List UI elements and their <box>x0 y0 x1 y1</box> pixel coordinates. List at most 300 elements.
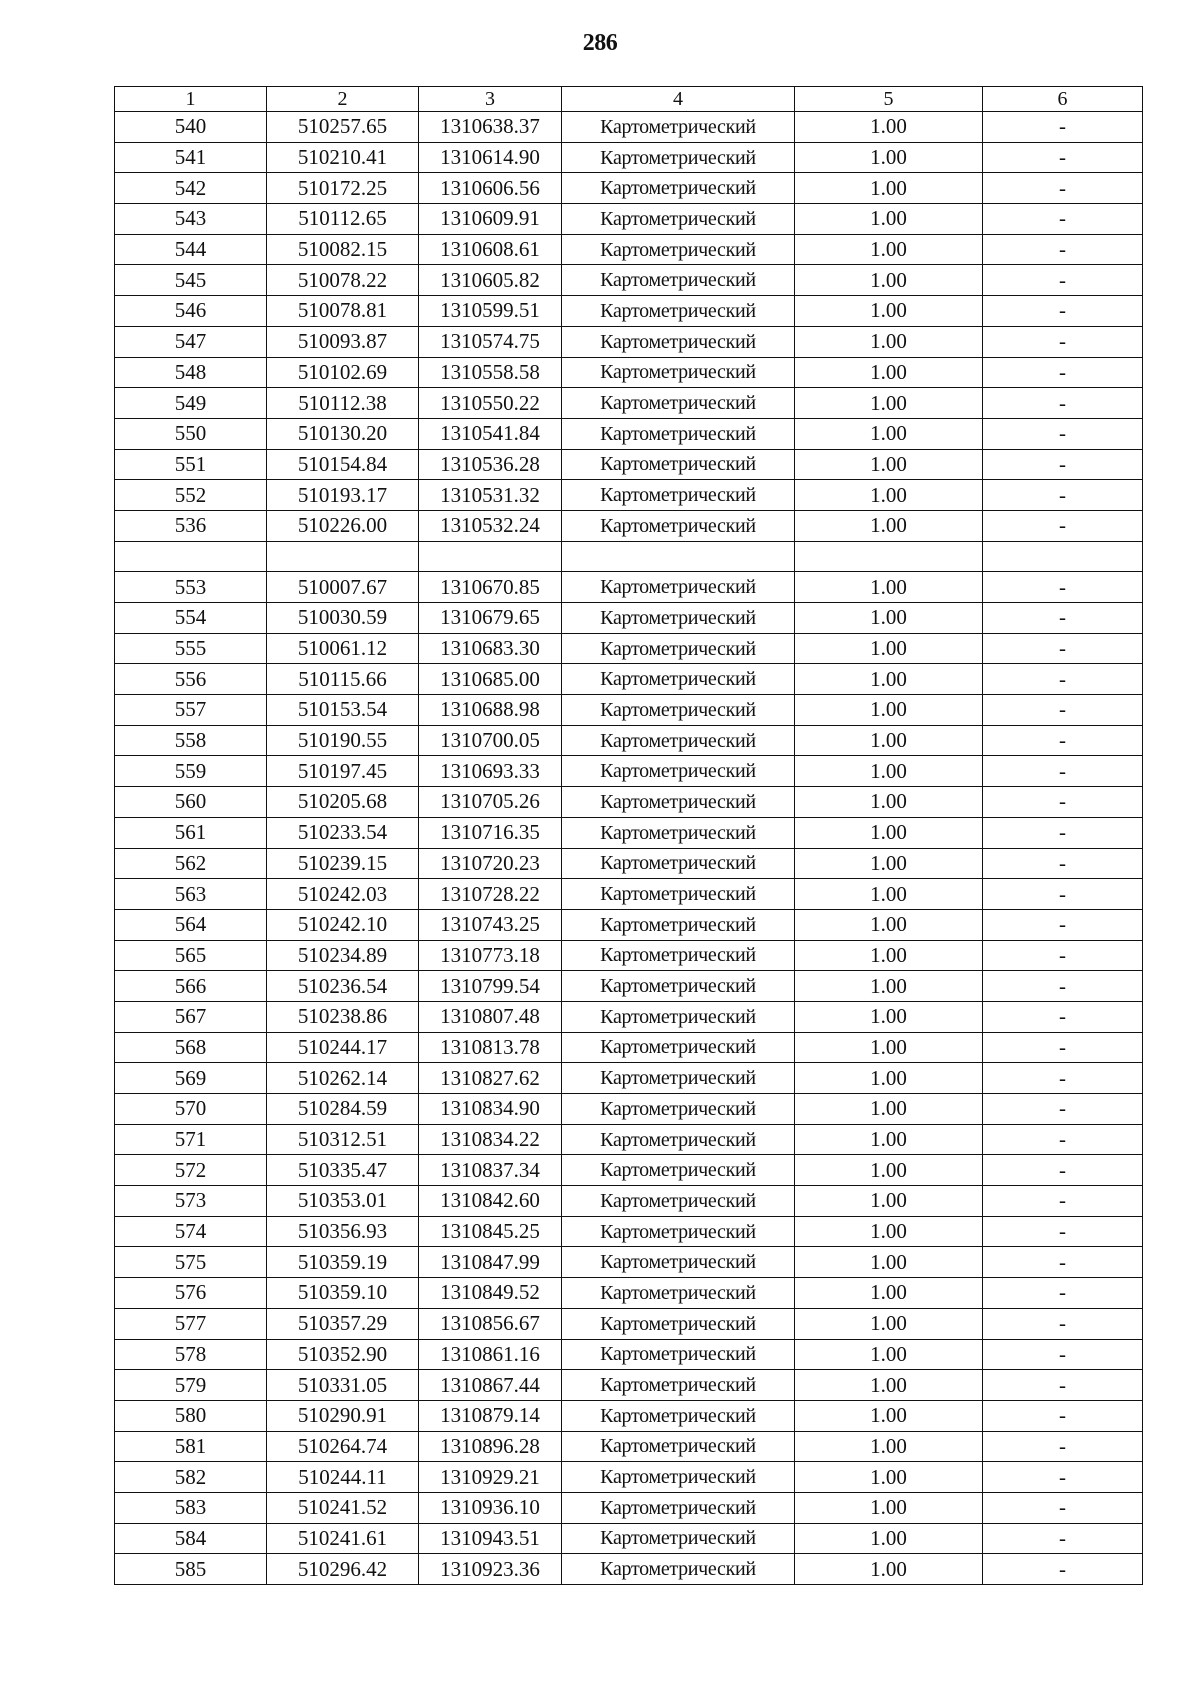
point-number-cell: 536 <box>115 510 267 541</box>
method-cell: Картометрический <box>562 1492 795 1523</box>
x-coordinate-cell: 510331.05 <box>267 1370 419 1401</box>
table-row <box>115 1094 1143 1125</box>
x-coordinate-cell: 510153.54 <box>267 695 419 726</box>
method-cell: Картометрический <box>562 480 795 511</box>
y-coordinate-cell: 1310728.22 <box>419 879 562 910</box>
point-number-cell: 571 <box>115 1124 267 1155</box>
method-cell: Картометрический <box>562 357 795 388</box>
y-coordinate-cell: 1310856.67 <box>419 1308 562 1339</box>
accuracy-cell: 1.00 <box>795 633 983 664</box>
point-number-cell: 554 <box>115 603 267 634</box>
y-coordinate-cell: 1310705.26 <box>419 787 562 818</box>
note-cell: - <box>983 204 1143 235</box>
y-coordinate-cell: 1310716.35 <box>419 817 562 848</box>
accuracy-cell: 1.00 <box>795 1554 983 1585</box>
note-cell: - <box>983 1001 1143 1032</box>
note-cell: - <box>983 1339 1143 1370</box>
point-number-cell: 548 <box>115 357 267 388</box>
x-coordinate-cell: 510353.01 <box>267 1186 419 1217</box>
method-cell: Картометрический <box>562 633 795 664</box>
table-row <box>115 1400 1143 1431</box>
note-cell: - <box>983 1124 1143 1155</box>
x-coordinate-cell: 510241.61 <box>267 1523 419 1554</box>
point-number-cell: 570 <box>115 1094 267 1125</box>
note-cell: - <box>983 1523 1143 1554</box>
accuracy-cell: 1.00 <box>795 1155 983 1186</box>
accuracy-cell: 1.00 <box>795 204 983 235</box>
method-cell <box>562 541 795 572</box>
accuracy-cell: 1.00 <box>795 1063 983 1094</box>
x-coordinate-cell: 510359.19 <box>267 1247 419 1278</box>
header-col-4: 4 <box>562 87 795 112</box>
note-cell: - <box>983 173 1143 204</box>
accuracy-cell: 1.00 <box>795 112 983 143</box>
accuracy-cell: 1.00 <box>795 480 983 511</box>
method-cell: Картометрический <box>562 1308 795 1339</box>
y-coordinate-cell: 1310743.25 <box>419 909 562 940</box>
y-coordinate-cell: 1310638.37 <box>419 112 562 143</box>
note-cell: - <box>983 142 1143 173</box>
note-cell: - <box>983 1032 1143 1063</box>
y-coordinate-cell: 1310861.16 <box>419 1339 562 1370</box>
note-cell: - <box>983 725 1143 756</box>
table-row <box>115 1370 1143 1401</box>
table-row <box>115 418 1143 449</box>
y-coordinate-cell: 1310943.51 <box>419 1523 562 1554</box>
note-cell: - <box>983 510 1143 541</box>
accuracy-cell: 1.00 <box>795 173 983 204</box>
method-cell: Картометрический <box>562 418 795 449</box>
point-number-cell: 577 <box>115 1308 267 1339</box>
y-coordinate-cell: 1310827.62 <box>419 1063 562 1094</box>
table-row <box>115 204 1143 235</box>
point-number-cell: 551 <box>115 449 267 480</box>
note-cell: - <box>983 817 1143 848</box>
table-row <box>115 848 1143 879</box>
header-col-3: 3 <box>419 87 562 112</box>
point-number-cell: 557 <box>115 695 267 726</box>
header-col-1: 1 <box>115 87 267 112</box>
accuracy-cell: 1.00 <box>795 1001 983 1032</box>
x-coordinate-cell: 510357.29 <box>267 1308 419 1339</box>
table-row <box>115 510 1143 541</box>
method-cell: Картометрический <box>562 603 795 634</box>
note-cell: - <box>983 1247 1143 1278</box>
method-cell: Картометрический <box>562 1400 795 1431</box>
note-cell: - <box>983 1155 1143 1186</box>
method-cell: Картометрический <box>562 848 795 879</box>
y-coordinate-cell: 1310867.44 <box>419 1370 562 1401</box>
y-coordinate-cell: 1310720.23 <box>419 848 562 879</box>
x-coordinate-cell: 510238.86 <box>267 1001 419 1032</box>
x-coordinate-cell: 510078.22 <box>267 265 419 296</box>
table-row <box>115 756 1143 787</box>
x-coordinate-cell: 510172.25 <box>267 173 419 204</box>
x-coordinate-cell: 510242.10 <box>267 909 419 940</box>
table-body <box>115 112 1143 1585</box>
point-number-cell: 540 <box>115 112 267 143</box>
x-coordinate-cell: 510061.12 <box>267 633 419 664</box>
y-coordinate-cell: 1310700.05 <box>419 725 562 756</box>
x-coordinate-cell: 510102.69 <box>267 357 419 388</box>
x-coordinate-cell: 510197.45 <box>267 756 419 787</box>
y-coordinate-cell: 1310845.25 <box>419 1216 562 1247</box>
method-cell: Картометрический <box>562 1094 795 1125</box>
method-cell: Картометрический <box>562 817 795 848</box>
accuracy-cell: 1.00 <box>795 1094 983 1125</box>
table-row <box>115 572 1143 603</box>
accuracy-cell: 1.00 <box>795 909 983 940</box>
x-coordinate-cell: 510233.54 <box>267 817 419 848</box>
method-cell: Картометрический <box>562 326 795 357</box>
method-cell: Картометрический <box>562 296 795 327</box>
accuracy-cell: 1.00 <box>795 449 983 480</box>
method-cell: Картометрический <box>562 1216 795 1247</box>
point-number-cell: 574 <box>115 1216 267 1247</box>
header-col-5: 5 <box>795 87 983 112</box>
method-cell: Картометрический <box>562 1339 795 1370</box>
table-row <box>115 1247 1143 1278</box>
x-coordinate-cell: 510154.84 <box>267 449 419 480</box>
point-number-cell: 552 <box>115 480 267 511</box>
note-cell: - <box>983 1492 1143 1523</box>
method-cell: Картометрический <box>562 940 795 971</box>
accuracy-cell <box>795 541 983 572</box>
x-coordinate-cell: 510115.66 <box>267 664 419 695</box>
method-cell: Картометрический <box>562 1554 795 1585</box>
table-row <box>115 725 1143 756</box>
accuracy-cell: 1.00 <box>795 817 983 848</box>
point-number-cell: 573 <box>115 1186 267 1217</box>
note-cell: - <box>983 1462 1143 1493</box>
method-cell: Картометрический <box>562 1032 795 1063</box>
accuracy-cell: 1.00 <box>795 510 983 541</box>
method-cell: Картометрический <box>562 265 795 296</box>
method-cell: Картометрический <box>562 572 795 603</box>
method-cell: Картометрический <box>562 1001 795 1032</box>
table-row <box>115 142 1143 173</box>
x-coordinate-cell: 510093.87 <box>267 326 419 357</box>
y-coordinate-cell: 1310688.98 <box>419 695 562 726</box>
y-coordinate-cell: 1310599.51 <box>419 296 562 327</box>
table-row <box>115 603 1143 634</box>
y-coordinate-cell: 1310541.84 <box>419 418 562 449</box>
table-row <box>115 388 1143 419</box>
method-cell: Картометрический <box>562 725 795 756</box>
point-number-cell: 545 <box>115 265 267 296</box>
table-row <box>115 695 1143 726</box>
x-coordinate-cell: 510078.81 <box>267 296 419 327</box>
y-coordinate-cell: 1310606.56 <box>419 173 562 204</box>
point-number-cell: 584 <box>115 1523 267 1554</box>
point-number-cell: 563 <box>115 879 267 910</box>
point-number-cell: 572 <box>115 1155 267 1186</box>
table-row <box>115 1001 1143 1032</box>
point-number-cell: 568 <box>115 1032 267 1063</box>
accuracy-cell: 1.00 <box>795 603 983 634</box>
table-row <box>115 1155 1143 1186</box>
table-row <box>115 480 1143 511</box>
x-coordinate-cell: 510262.14 <box>267 1063 419 1094</box>
note-cell: - <box>983 388 1143 419</box>
y-coordinate-cell: 1310842.60 <box>419 1186 562 1217</box>
table-header-row <box>115 87 1143 112</box>
table-row <box>115 1032 1143 1063</box>
accuracy-cell: 1.00 <box>795 848 983 879</box>
method-cell: Картометрический <box>562 971 795 1002</box>
point-number-cell: 556 <box>115 664 267 695</box>
point-number-cell: 555 <box>115 633 267 664</box>
x-coordinate-cell: 510356.93 <box>267 1216 419 1247</box>
x-coordinate-cell: 510359.10 <box>267 1278 419 1309</box>
point-number-cell: 582 <box>115 1462 267 1493</box>
y-coordinate-cell: 1310608.61 <box>419 234 562 265</box>
x-coordinate-cell: 510312.51 <box>267 1124 419 1155</box>
table-row <box>115 1523 1143 1554</box>
point-number-cell: 575 <box>115 1247 267 1278</box>
table-row <box>115 1339 1143 1370</box>
note-cell: - <box>983 357 1143 388</box>
x-coordinate-cell: 510296.42 <box>267 1554 419 1585</box>
table-row <box>115 940 1143 971</box>
note-cell: - <box>983 756 1143 787</box>
point-number-cell: 562 <box>115 848 267 879</box>
x-coordinate-cell: 510239.15 <box>267 848 419 879</box>
accuracy-cell: 1.00 <box>795 142 983 173</box>
point-number-cell: 542 <box>115 173 267 204</box>
y-coordinate-cell: 1310679.65 <box>419 603 562 634</box>
x-coordinate-cell: 510112.38 <box>267 388 419 419</box>
point-number-cell: 579 <box>115 1370 267 1401</box>
point-number-cell: 576 <box>115 1278 267 1309</box>
point-number-cell: 578 <box>115 1339 267 1370</box>
accuracy-cell: 1.00 <box>795 971 983 1002</box>
note-cell: - <box>983 326 1143 357</box>
note-cell: - <box>983 695 1143 726</box>
method-cell: Картометрический <box>562 449 795 480</box>
table-row <box>115 1462 1143 1493</box>
method-cell: Картометрический <box>562 1124 795 1155</box>
y-coordinate-cell: 1310807.48 <box>419 1001 562 1032</box>
accuracy-cell: 1.00 <box>795 879 983 910</box>
accuracy-cell: 1.00 <box>795 1247 983 1278</box>
method-cell: Картометрический <box>562 1278 795 1309</box>
point-number-cell: 543 <box>115 204 267 235</box>
note-cell: - <box>983 1431 1143 1462</box>
table-row <box>115 1124 1143 1155</box>
note-cell: - <box>983 909 1143 940</box>
accuracy-cell: 1.00 <box>795 1032 983 1063</box>
y-coordinate-cell: 1310574.75 <box>419 326 562 357</box>
method-cell: Картометрический <box>562 173 795 204</box>
x-coordinate-cell <box>267 541 419 572</box>
point-number-cell: 566 <box>115 971 267 1002</box>
y-coordinate-cell: 1310670.85 <box>419 572 562 603</box>
y-coordinate-cell: 1310550.22 <box>419 388 562 419</box>
x-coordinate-cell: 510284.59 <box>267 1094 419 1125</box>
y-coordinate-cell: 1310799.54 <box>419 971 562 1002</box>
note-cell: - <box>983 234 1143 265</box>
page-number: 286 <box>582 30 618 56</box>
y-coordinate-cell: 1310693.33 <box>419 756 562 787</box>
x-coordinate-cell: 510007.67 <box>267 572 419 603</box>
method-cell: Картометрический <box>562 909 795 940</box>
y-coordinate-cell: 1310605.82 <box>419 265 562 296</box>
accuracy-cell: 1.00 <box>795 572 983 603</box>
point-number-cell: 544 <box>115 234 267 265</box>
note-cell: - <box>983 572 1143 603</box>
point-number-cell: 547 <box>115 326 267 357</box>
point-number-cell: 541 <box>115 142 267 173</box>
note-cell: - <box>983 1370 1143 1401</box>
accuracy-cell: 1.00 <box>795 664 983 695</box>
x-coordinate-cell: 510130.20 <box>267 418 419 449</box>
x-coordinate-cell: 510234.89 <box>267 940 419 971</box>
point-number-cell: 564 <box>115 909 267 940</box>
accuracy-cell: 1.00 <box>795 1278 983 1309</box>
x-coordinate-cell: 510205.68 <box>267 787 419 818</box>
x-coordinate-cell: 510210.41 <box>267 142 419 173</box>
point-number-cell: 585 <box>115 1554 267 1585</box>
header-col-2: 2 <box>267 87 419 112</box>
note-cell: - <box>983 1063 1143 1094</box>
x-coordinate-cell: 510242.03 <box>267 879 419 910</box>
point-number-cell: 546 <box>115 296 267 327</box>
accuracy-cell: 1.00 <box>795 234 983 265</box>
point-number-cell: 549 <box>115 388 267 419</box>
table-row <box>115 1308 1143 1339</box>
accuracy-cell: 1.00 <box>795 756 983 787</box>
coordinates-table <box>114 86 1143 1585</box>
table-row <box>115 326 1143 357</box>
table-row <box>115 1278 1143 1309</box>
method-cell: Картометрический <box>562 1247 795 1278</box>
note-cell: - <box>983 603 1143 634</box>
point-number-cell: 580 <box>115 1400 267 1431</box>
note-cell: - <box>983 265 1143 296</box>
note-cell: - <box>983 1554 1143 1585</box>
y-coordinate-cell: 1310849.52 <box>419 1278 562 1309</box>
x-coordinate-cell: 510112.65 <box>267 204 419 235</box>
method-cell: Картометрический <box>562 388 795 419</box>
accuracy-cell: 1.00 <box>795 1216 983 1247</box>
y-coordinate-cell: 1310813.78 <box>419 1032 562 1063</box>
method-cell: Картометрический <box>562 142 795 173</box>
x-coordinate-cell: 510264.74 <box>267 1431 419 1462</box>
y-coordinate-cell: 1310847.99 <box>419 1247 562 1278</box>
method-cell: Картометрический <box>562 1523 795 1554</box>
note-cell: - <box>983 1094 1143 1125</box>
table-row <box>115 173 1143 204</box>
accuracy-cell: 1.00 <box>795 357 983 388</box>
x-coordinate-cell: 510193.17 <box>267 480 419 511</box>
x-coordinate-cell: 510352.90 <box>267 1339 419 1370</box>
header-col-6: 6 <box>983 87 1143 112</box>
table-row <box>115 664 1143 695</box>
accuracy-cell: 1.00 <box>795 418 983 449</box>
method-cell: Картометрический <box>562 787 795 818</box>
note-cell: - <box>983 1308 1143 1339</box>
note-cell: - <box>983 664 1143 695</box>
table-row <box>115 633 1143 664</box>
method-cell: Картометрический <box>562 1186 795 1217</box>
y-coordinate-cell: 1310683.30 <box>419 633 562 664</box>
table-row <box>115 541 1143 572</box>
accuracy-cell: 1.00 <box>795 1124 983 1155</box>
table-row <box>115 787 1143 818</box>
y-coordinate-cell: 1310929.21 <box>419 1462 562 1493</box>
note-cell: - <box>983 1400 1143 1431</box>
method-cell: Картометрический <box>562 664 795 695</box>
y-coordinate-cell <box>419 541 562 572</box>
y-coordinate-cell: 1310558.58 <box>419 357 562 388</box>
table-row <box>115 971 1143 1002</box>
point-number-cell: 553 <box>115 572 267 603</box>
method-cell: Картометрический <box>562 695 795 726</box>
table-row <box>115 1431 1143 1462</box>
note-cell: - <box>983 1278 1143 1309</box>
y-coordinate-cell: 1310936.10 <box>419 1492 562 1523</box>
accuracy-cell: 1.00 <box>795 1400 983 1431</box>
point-number-cell: 567 <box>115 1001 267 1032</box>
y-coordinate-cell: 1310532.24 <box>419 510 562 541</box>
accuracy-cell: 1.00 <box>795 1523 983 1554</box>
method-cell: Картометрический <box>562 204 795 235</box>
x-coordinate-cell: 510226.00 <box>267 510 419 541</box>
y-coordinate-cell: 1310536.28 <box>419 449 562 480</box>
method-cell: Картометрический <box>562 510 795 541</box>
accuracy-cell: 1.00 <box>795 265 983 296</box>
note-cell: - <box>983 848 1143 879</box>
y-coordinate-cell: 1310834.22 <box>419 1124 562 1155</box>
method-cell: Картометрический <box>562 1155 795 1186</box>
x-coordinate-cell: 510244.11 <box>267 1462 419 1493</box>
table-row <box>115 449 1143 480</box>
y-coordinate-cell: 1310614.90 <box>419 142 562 173</box>
note-cell: - <box>983 1216 1143 1247</box>
note-cell: - <box>983 418 1143 449</box>
accuracy-cell: 1.00 <box>795 695 983 726</box>
note-cell: - <box>983 971 1143 1002</box>
table-row <box>115 1554 1143 1585</box>
accuracy-cell: 1.00 <box>795 1339 983 1370</box>
method-cell: Картометрический <box>562 1462 795 1493</box>
accuracy-cell: 1.00 <box>795 940 983 971</box>
method-cell: Картометрический <box>562 1431 795 1462</box>
note-cell: - <box>983 296 1143 327</box>
point-number-cell: 558 <box>115 725 267 756</box>
note-cell: - <box>983 112 1143 143</box>
x-coordinate-cell: 510241.52 <box>267 1492 419 1523</box>
accuracy-cell: 1.00 <box>795 1308 983 1339</box>
method-cell: Картометрический <box>562 1063 795 1094</box>
note-cell <box>983 541 1143 572</box>
accuracy-cell: 1.00 <box>795 326 983 357</box>
y-coordinate-cell: 1310609.91 <box>419 204 562 235</box>
method-cell: Картометрический <box>562 234 795 265</box>
accuracy-cell: 1.00 <box>795 725 983 756</box>
accuracy-cell: 1.00 <box>795 787 983 818</box>
table-row <box>115 296 1143 327</box>
point-number-cell: 583 <box>115 1492 267 1523</box>
method-cell: Картометрический <box>562 879 795 910</box>
accuracy-cell: 1.00 <box>795 1370 983 1401</box>
y-coordinate-cell: 1310531.32 <box>419 480 562 511</box>
point-number-cell: 561 <box>115 817 267 848</box>
point-number-cell: 559 <box>115 756 267 787</box>
table-row <box>115 1492 1143 1523</box>
x-coordinate-cell: 510244.17 <box>267 1032 419 1063</box>
